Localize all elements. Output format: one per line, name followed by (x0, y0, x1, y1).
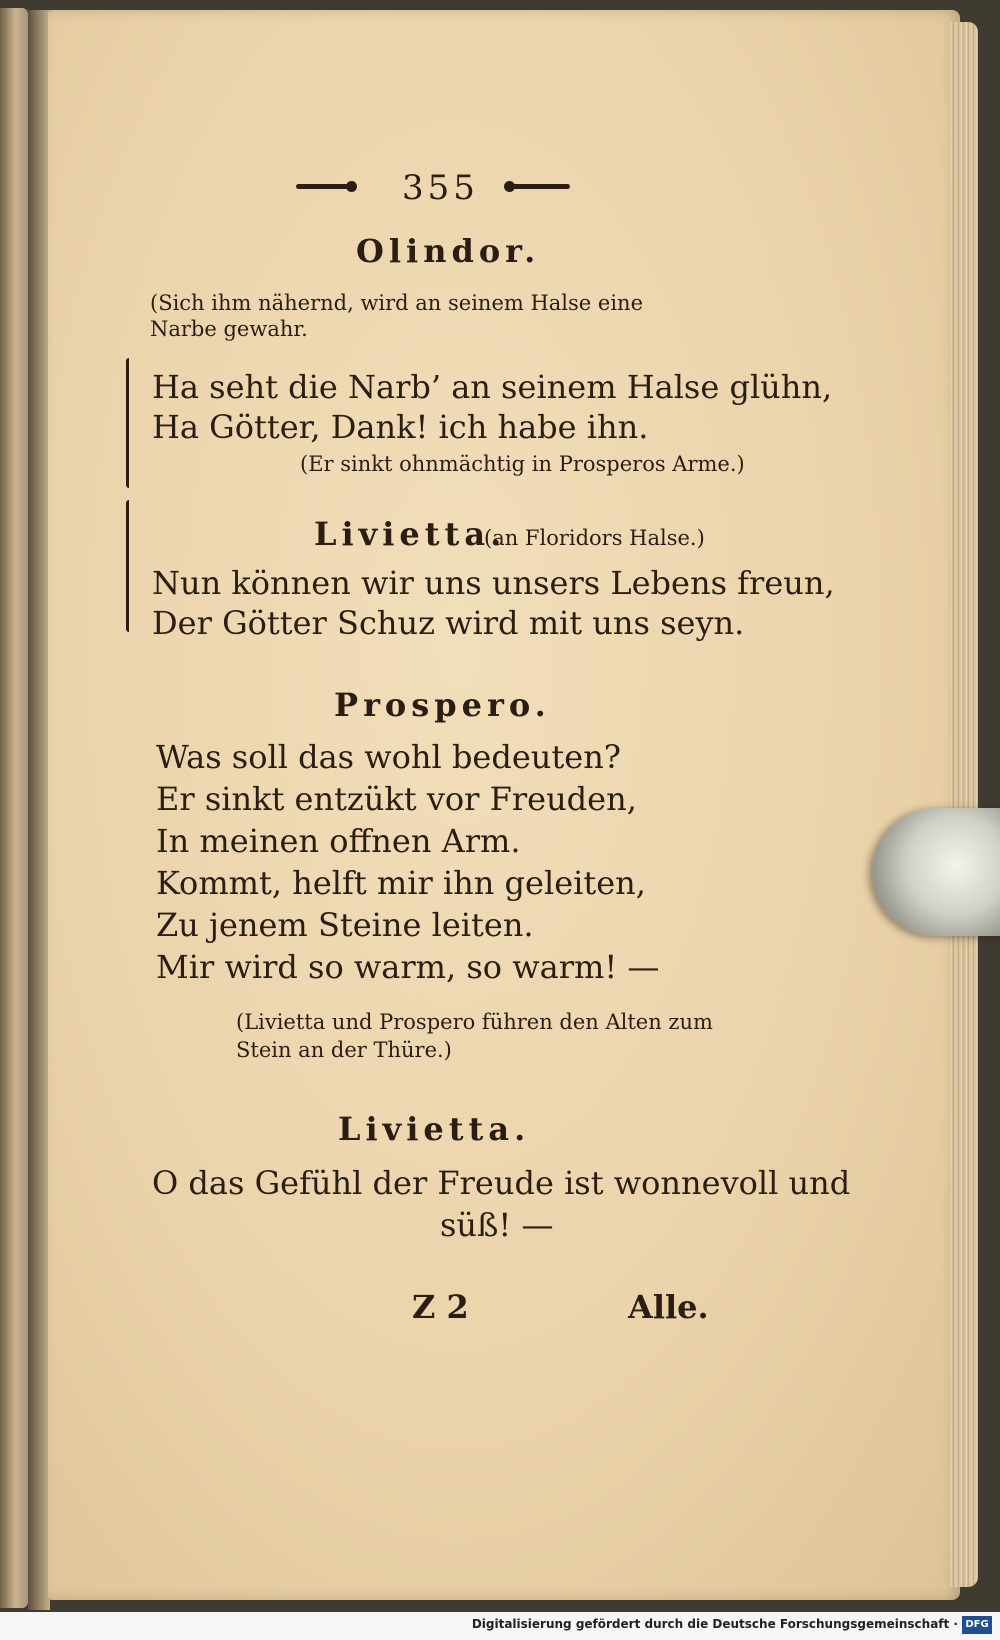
bracket-livietta (126, 500, 129, 632)
stage-direction-livietta: (an Floridors Halse.) (484, 526, 705, 550)
verse-line: süß! — (440, 1206, 554, 1244)
bracket-olindor (126, 358, 129, 488)
page-clip (872, 808, 1000, 936)
verse-line: Der Götter Schuz wird mit uns seyn. (152, 604, 745, 642)
verse-line: In meinen offnen Arm. (156, 822, 521, 860)
footer-credit: Digitalisierung gefördert durch die Deutsche Forschungsgemeinschaft · (471, 1617, 958, 1631)
verse-line: Zu jenem Steine leiten. (156, 906, 534, 944)
verse-line: Ha Götter, Dank! ich habe ihn. (152, 408, 649, 446)
signature-mark: Z 2 (412, 1288, 469, 1326)
page-fore-edge (950, 22, 978, 1587)
verse-line: Ha seht die Narb’ an seinem Halse glühn, (152, 368, 833, 406)
verse-line: Nun können wir uns unsers Lebens freun, (152, 564, 835, 602)
verse-line: Kommt, helft mir ihn geleiten, (156, 864, 646, 902)
speaker-olindor: Olindor. (356, 232, 541, 270)
stage-direction-prospero: (Livietta und Prospero führen den Alten zum Stein an der Thüre.) (236, 1010, 713, 1062)
speaker-livietta: Livietta. (314, 515, 507, 553)
verse-line: Er sinkt entzükt vor Freuden, (156, 780, 637, 818)
dfg-logo-icon: DFG (962, 1616, 992, 1634)
verse-line: Mir wird so warm, so warm! — (156, 948, 660, 986)
header-ornament-left (296, 184, 350, 189)
book-gutter (28, 10, 50, 1610)
speaker-prospero: Prospero. (334, 686, 551, 724)
header-ornament-dot-left (346, 181, 357, 192)
verse-line: Was soll das wohl bedeuten? (156, 738, 621, 776)
stage-direction-olindor: (Sich ihm nähernd, wird an seinem Halse eine Narbe gewahr. (150, 291, 643, 341)
speaker-livietta-2: Livietta. (338, 1110, 531, 1148)
stage-direction-faint: (Er sinkt ohnmächtig in Prosperos Arme.) (300, 452, 745, 476)
digitization-footer (0, 1612, 1000, 1640)
catchword: Alle. (628, 1288, 709, 1326)
left-page-edge (0, 8, 28, 1608)
page-number: 355 (402, 168, 479, 208)
header-ornament-right (512, 184, 570, 189)
verse-line: O das Gefühl der Freude ist wonnevoll und (152, 1164, 851, 1202)
